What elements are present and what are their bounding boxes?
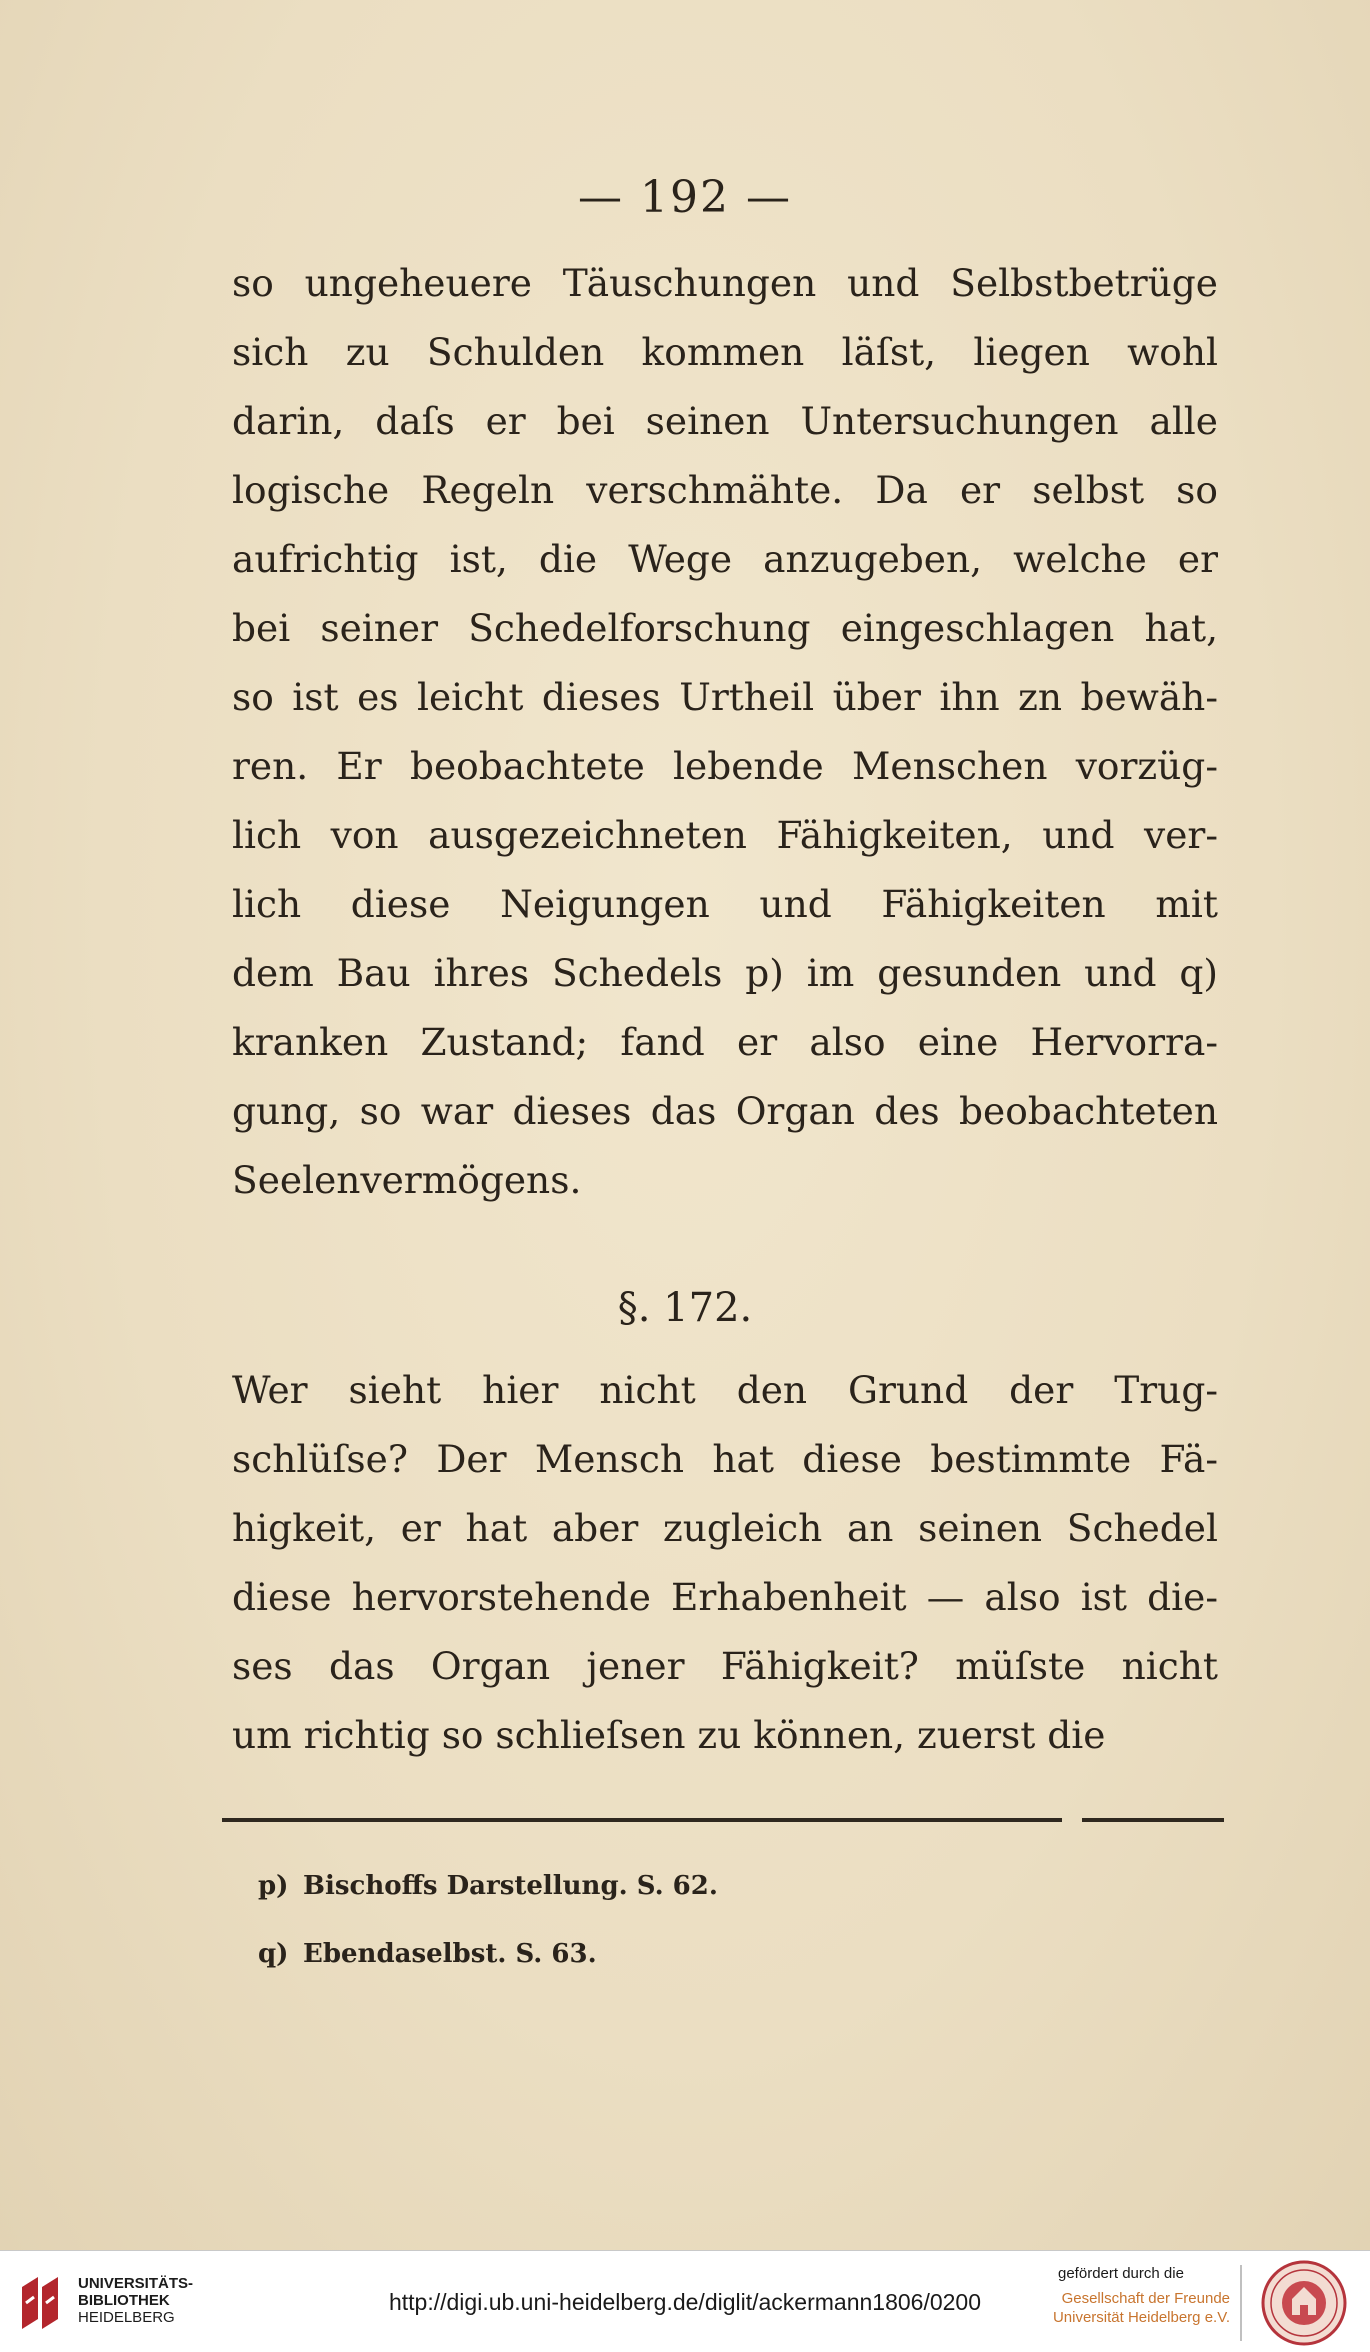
text-line: gung, so war dieses das Organ des beobachteten xyxy=(232,1089,1218,1133)
sponsor-name[interactable] xyxy=(1053,2289,1230,2327)
text-line: bei seiner Schedelforschung eingeschlagen hat, xyxy=(232,606,1218,650)
footnote-text: Bischoffs Darstellung. S. 62. xyxy=(303,1871,718,1901)
sponsor-name-line: Universität Heidelberg e.V. xyxy=(1052,2309,1230,2326)
footnote-rule xyxy=(222,1818,1062,1822)
text-line: schlüſse? Der Mensch hat diese bestimmte Fä- xyxy=(232,1437,1218,1481)
text-line: higkeit, er hat aber zugleich an seinen Schedel xyxy=(232,1506,1218,1550)
text-line: ses das Organ jener Fähigkeit? müſste nicht xyxy=(232,1644,1218,1688)
paragraph-2 xyxy=(232,1356,1218,1770)
text-line: sich zu Schulden kommen läſst, liegen wohl xyxy=(232,330,1218,374)
library-name-line: BIBLIOTHEK xyxy=(78,2292,170,2309)
text-line: lich diese Neigungen und Fähigkeiten mit xyxy=(232,882,1218,926)
text-line: diese hervorstehende Erhabenheit — also ist die- xyxy=(232,1575,1218,1619)
text-line: logische Regeln verschmähte. Da er selbst so xyxy=(232,468,1218,512)
footnote-p xyxy=(258,1852,718,1920)
footnotes xyxy=(258,1852,718,1988)
footnote-mark: p) xyxy=(258,1871,289,1901)
sponsor-label: gefördert durch die xyxy=(1058,2265,1184,2282)
section-heading: §. 172. xyxy=(617,1285,753,1331)
footnote-mark: q) xyxy=(258,1939,289,1969)
footnote-rule-short xyxy=(1082,1818,1224,1822)
text-line: lich von ausgezeichneten Fähigkeiten, und ver- xyxy=(232,813,1218,857)
footer-divider xyxy=(1240,2265,1242,2341)
page-url-link[interactable]: http://digi.ub.uni-heidelberg.de/diglit/ackermann1806/0200 xyxy=(388,2289,982,2315)
sponsor-name-line: Gesellschaft der Freunde xyxy=(1061,2290,1230,2307)
text-line: dem Bau ihres Schedels p) im gesunden und q) xyxy=(232,951,1218,995)
library-name-line: UNIVERSITÄTS- xyxy=(78,2275,194,2292)
page-number: — 192 — xyxy=(578,172,792,223)
text-line: so ist es leicht dieses Urtheil über ihn zn bewäh- xyxy=(232,675,1218,719)
university-seal-icon[interactable] xyxy=(1256,2259,1352,2347)
footnote-text: Ebendaselbst. S. 63. xyxy=(303,1939,597,1969)
text-line: Seelenvermögens. xyxy=(232,1158,582,1202)
footnote-q xyxy=(258,1920,718,1988)
viewer-footer xyxy=(0,2250,1370,2352)
text-line: kranken Zustand; fand er also eine Hervorra- xyxy=(232,1020,1218,1064)
paragraph-1 xyxy=(232,249,1218,1215)
text-line: darin, daſs er bei seinen Untersuchungen alle xyxy=(232,399,1218,443)
text-line: Wer sieht hier nicht den Grund der Trug- xyxy=(232,1368,1218,1412)
text-line: ren. Er beobachtete lebende Menschen vorzüg- xyxy=(232,744,1218,788)
text-line: aufrichtig ist, die Wege anzugeben, welche er xyxy=(232,537,1218,581)
text-line: so ungeheuere Täuschungen und Selbstbetrüge xyxy=(232,261,1218,305)
library-name-line: HEIDELBERG xyxy=(78,2309,175,2326)
text-line: um richtig so schlieſsen zu können, zuerst die xyxy=(232,1713,1106,1757)
